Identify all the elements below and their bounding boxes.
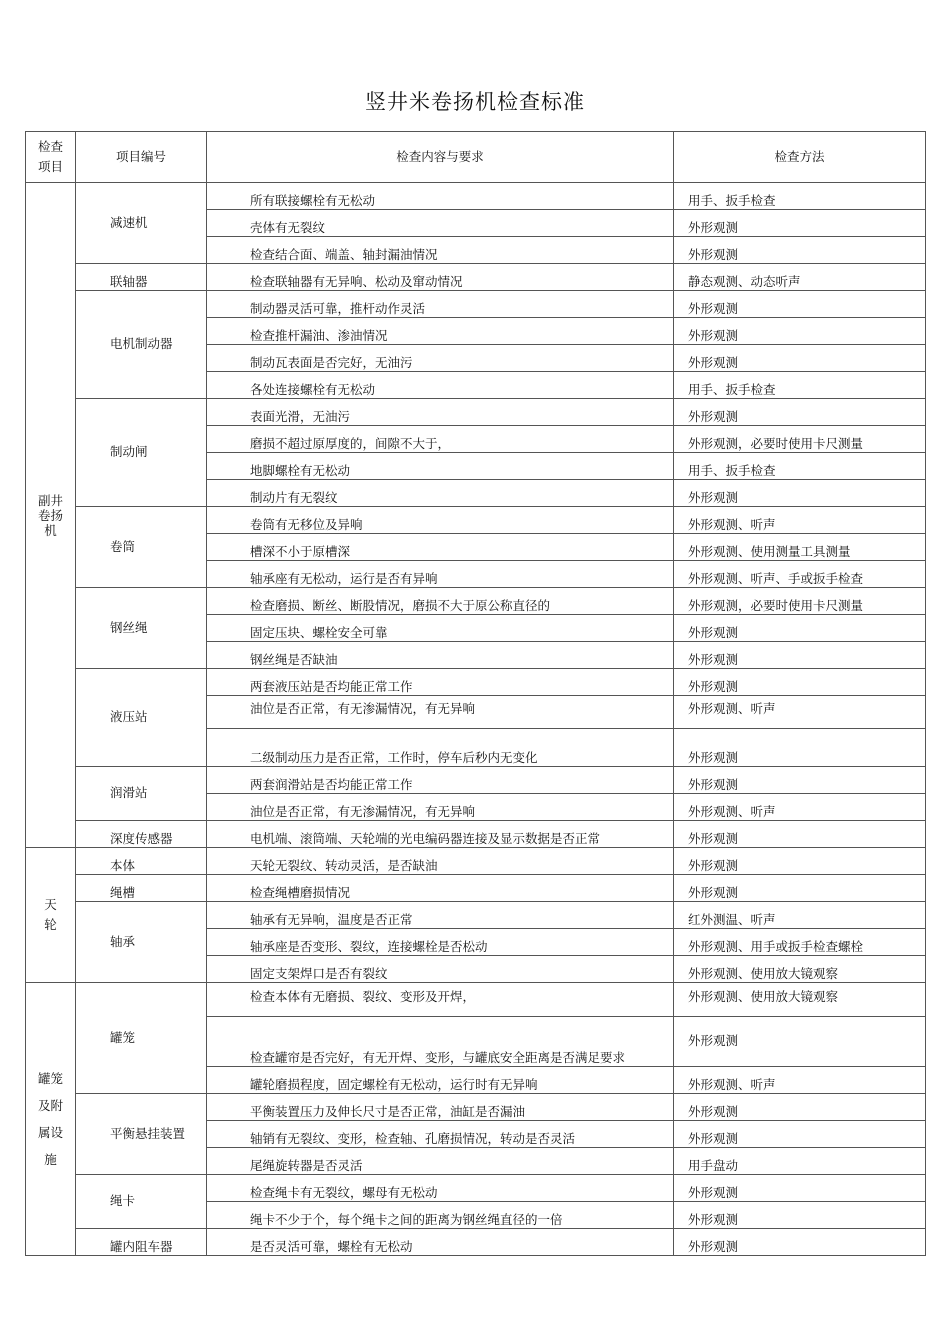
requirement-cell: 轴承座有无松动，运行是否有异响	[207, 561, 674, 588]
item-cell: 平衡悬挂装置	[76, 1094, 207, 1175]
requirement-cell: 油位是否正常，有无渗漏情况，有无异响	[207, 696, 674, 729]
category-cell: 副井卷扬机	[26, 183, 76, 848]
requirement-cell: 表面光滑，无油污	[207, 399, 674, 426]
method-cell: 红外测温、听声	[674, 902, 926, 929]
table-row	[26, 821, 926, 848]
requirement-cell: 轴承座是否变形、裂纹，连接螺栓是否松动	[207, 929, 674, 956]
requirement-cell: 各处连接螺栓有无松动	[207, 372, 674, 399]
method-cell: 外形观测、听声	[674, 1067, 926, 1094]
item-cell: 深度传感器	[76, 821, 207, 848]
table-row	[26, 848, 926, 875]
requirement-cell: 罐轮磨损程度，固定螺栓有无松动，运行时有无异响	[207, 1067, 674, 1094]
table-row	[26, 669, 926, 696]
table-row	[26, 399, 926, 426]
requirement-cell: 制动器灵活可靠，推杆动作灵活	[207, 291, 674, 318]
requirement-cell: 制动片有无裂纹	[207, 480, 674, 507]
header-category: 检查项目	[26, 132, 76, 183]
requirement-cell: 壳体有无裂纹	[207, 210, 674, 237]
method-cell: 外形观测、听声、手或扳手检查	[674, 561, 926, 588]
requirement-cell: 卷筒有无移位及异响	[207, 507, 674, 534]
requirement-cell: 两套润滑站是否均能正常工作	[207, 767, 674, 794]
method-cell: 外形观测	[674, 345, 926, 372]
document-title: 竖井米卷扬机检查标准	[365, 90, 585, 114]
method-cell: 外形观测	[674, 399, 926, 426]
table-row	[26, 507, 926, 534]
requirement-cell: 天轮无裂纹、转动灵活，是否缺油	[207, 848, 674, 875]
requirement-cell: 地脚螺栓有无松动	[207, 453, 674, 480]
header-item: 项目编号	[76, 132, 207, 183]
method-cell: 外形观测	[674, 318, 926, 345]
method-cell: 外形观测，必要时使用卡尺测量	[674, 588, 926, 615]
requirement-cell: 检查本体有无磨损、裂纹、变形及开焊，	[207, 983, 674, 1017]
table-row	[26, 1175, 926, 1202]
item-cell: 液压站	[76, 669, 207, 767]
table-row	[26, 875, 926, 902]
method-cell: 外形观测	[674, 210, 926, 237]
method-cell: 外形观测	[674, 1175, 926, 1202]
method-cell: 用手盘动	[674, 1148, 926, 1175]
method-cell: 外形观测、听声	[674, 696, 926, 729]
method-cell: 外形观测、听声	[674, 507, 926, 534]
table-row	[26, 1094, 926, 1121]
method-cell: 外形观测	[674, 1121, 926, 1148]
header-method: 检查方法	[674, 132, 926, 183]
table-row	[26, 983, 926, 1017]
requirement-cell: 检查绳卡有无裂纹，螺母有无松动	[207, 1175, 674, 1202]
inspection-table	[25, 131, 926, 1256]
category-cell: 天轮	[26, 848, 76, 983]
item-cell: 制动闸	[76, 399, 207, 507]
item-cell: 绳卡	[76, 1175, 207, 1229]
requirement-cell: 检查结合面、端盖、轴封漏油情况	[207, 237, 674, 264]
method-cell: 外形观测，必要时使用卡尺测量	[674, 426, 926, 453]
item-cell: 本体	[76, 848, 207, 875]
category-cell: 罐笼及附属设施	[26, 983, 76, 1256]
requirement-cell: 钢丝绳是否缺油	[207, 642, 674, 669]
method-cell: 外形观测	[674, 767, 926, 794]
requirement-cell: 两套液压站是否均能正常工作	[207, 669, 674, 696]
requirement-cell: 检查磨损、断丝、断股情况，磨损不大于原公称直径的	[207, 588, 674, 615]
item-cell: 绳槽	[76, 875, 207, 902]
requirement-cell: 轴销有无裂纹、变形，检查轴、孔磨损情况，转动是否灵活	[207, 1121, 674, 1148]
method-cell: 外形观测、使用测量工具测量	[674, 534, 926, 561]
method-cell: 外形观测	[674, 821, 926, 848]
item-cell: 减速机	[76, 183, 207, 264]
header-requirement: 检查内容与要求	[207, 132, 674, 183]
requirement-cell: 是否灵活可靠，螺栓有无松动	[207, 1229, 674, 1256]
requirement-cell: 检查推杆漏油、渗油情况	[207, 318, 674, 345]
method-cell: 外形观测	[674, 729, 926, 767]
requirement-cell: 固定压块、螺栓安全可靠	[207, 615, 674, 642]
requirement-cell: 槽深不小于原槽深	[207, 534, 674, 561]
requirement-cell: 所有联接螺栓有无松动	[207, 183, 674, 210]
method-cell: 外形观测、使用放大镜观察	[674, 983, 926, 1017]
requirement-cell: 尾绳旋转器是否灵活	[207, 1148, 674, 1175]
requirement-cell: 制动瓦表面是否完好，无油污	[207, 345, 674, 372]
method-cell: 外形观测	[674, 1017, 926, 1067]
item-cell: 电机制动器	[76, 291, 207, 399]
table-row	[26, 264, 926, 291]
method-cell: 外形观测	[674, 848, 926, 875]
method-cell: 外形观测	[674, 1229, 926, 1256]
method-cell: 用手、扳手检查	[674, 453, 926, 480]
requirement-cell: 电机端、滚筒端、天轮端的光电编码器连接及显示数据是否正常	[207, 821, 674, 848]
method-cell: 外形观测	[674, 669, 926, 696]
method-cell: 外形观测	[674, 1094, 926, 1121]
item-cell: 罐内阻车器	[76, 1229, 207, 1256]
requirement-cell: 固定支架焊口是否有裂纹	[207, 956, 674, 983]
requirement-cell: 油位是否正常，有无渗漏情况，有无异响	[207, 794, 674, 821]
table-row	[26, 291, 926, 318]
requirement-cell: 平衡装置压力及伸长尺寸是否正常，油缸是否漏油	[207, 1094, 674, 1121]
item-cell: 卷筒	[76, 507, 207, 588]
table-row	[26, 1229, 926, 1256]
requirement-cell: 轴承有无异响，温度是否正常	[207, 902, 674, 929]
method-cell: 外形观测、使用放大镜观察	[674, 956, 926, 983]
table-header-row	[26, 132, 926, 183]
method-cell: 用手、扳手检查	[674, 183, 926, 210]
requirement-cell: 检查罐帘是否完好，有无开焊、变形，与罐底安全距离是否满足要求	[207, 1017, 674, 1067]
item-cell: 联轴器	[76, 264, 207, 291]
method-cell: 外形观测	[674, 237, 926, 264]
method-cell: 外形观测、听声	[674, 794, 926, 821]
item-cell: 轴承	[76, 902, 207, 983]
table-row	[26, 767, 926, 794]
requirement-cell: 二级制动压力是否正常，工作时，停车后秒内无变化	[207, 729, 674, 767]
requirement-cell: 检查联轴器有无异响、松动及窜动情况	[207, 264, 674, 291]
requirement-cell: 检查绳槽磨损情况	[207, 875, 674, 902]
item-cell: 钢丝绳	[76, 588, 207, 669]
item-cell: 润滑站	[76, 767, 207, 821]
requirement-cell: 绳卡不少于个，每个绳卡之间的距离为钢丝绳直径的一倍	[207, 1202, 674, 1229]
method-cell: 外形观测	[674, 480, 926, 507]
method-cell: 外形观测	[674, 642, 926, 669]
method-cell: 外形观测	[674, 1202, 926, 1229]
method-cell: 用手、扳手检查	[674, 372, 926, 399]
item-cell: 罐笼	[76, 983, 207, 1094]
method-cell: 外形观测	[674, 875, 926, 902]
method-cell: 外形观测	[674, 615, 926, 642]
table-row	[26, 588, 926, 615]
method-cell: 外形观测	[674, 291, 926, 318]
table-row	[26, 902, 926, 929]
requirement-cell: 磨损不超过原厚度的，间隙不大于，	[207, 426, 674, 453]
method-cell: 静态观测、动态听声	[674, 264, 926, 291]
method-cell: 外形观测、用手或扳手检查螺栓	[674, 929, 926, 956]
table-row	[26, 183, 926, 210]
